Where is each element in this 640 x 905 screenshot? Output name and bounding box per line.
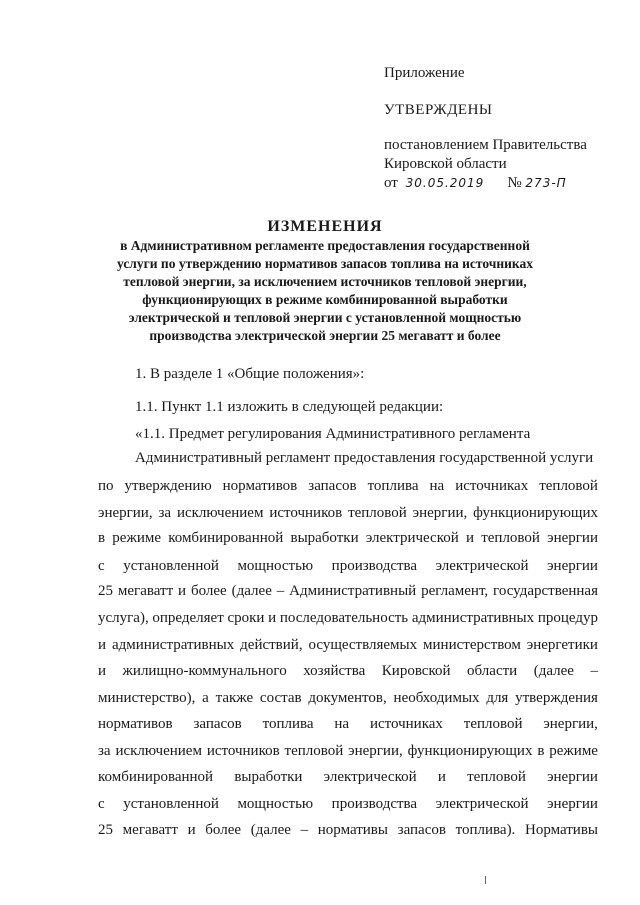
word: запасов xyxy=(308,478,357,494)
word: необходимых xyxy=(393,690,480,706)
word: энергетики xyxy=(526,637,598,653)
word: топлива xyxy=(262,716,314,732)
word: сроки xyxy=(227,610,265,626)
word: и xyxy=(437,769,446,785)
date-number-line xyxy=(384,174,624,193)
word: Нормативы xyxy=(524,822,598,838)
word: также xyxy=(215,690,254,706)
word: установленной xyxy=(123,796,219,812)
word: источников xyxy=(206,743,280,759)
word: регламент, xyxy=(421,583,489,599)
word: энергии, xyxy=(98,505,153,521)
word: тепловой xyxy=(463,716,523,732)
word: состав xyxy=(259,690,302,706)
word: (далее xyxy=(231,583,272,599)
paragraph-line xyxy=(98,637,598,654)
word: утверждения xyxy=(515,690,598,706)
subtitle-line: тепловой энергии, за исключением источников тепловой энергии, xyxy=(123,274,527,289)
word: министерством xyxy=(423,637,521,653)
word: – xyxy=(276,583,285,599)
word: для xyxy=(486,690,509,706)
word: энергии, xyxy=(348,743,403,759)
word: тепловой xyxy=(467,769,526,785)
word: жилищно-коммунального xyxy=(122,663,287,679)
paragraph-line xyxy=(98,478,598,495)
word: более xyxy=(205,822,242,838)
word: административных xyxy=(111,637,235,653)
word: с xyxy=(98,796,105,812)
item-1-1-heading: «1.1. Предмет регулирования Административного регламента xyxy=(135,426,531,442)
word: и xyxy=(465,530,474,546)
document-title: ИЗМЕНЕНИЯ xyxy=(267,218,383,235)
word: тепловой xyxy=(481,530,540,546)
item-1: 1. В разделе 1 «Общие положения»: xyxy=(135,366,365,382)
word: электрической xyxy=(435,796,529,812)
handwritten-number: 273-П xyxy=(525,176,567,190)
word: Административный xyxy=(289,583,417,599)
subtitle-line: производства электрической энергии 25 мегаватт и более xyxy=(149,328,501,343)
word: комбинированной xyxy=(98,769,214,785)
word: Кировской xyxy=(381,663,451,679)
subtitle-line: электрической и тепловой энергии с установленной мощностью xyxy=(128,310,522,325)
word: выработки xyxy=(234,769,303,785)
word: утверждению xyxy=(124,478,212,494)
word: и xyxy=(187,822,196,838)
paragraph-line xyxy=(98,822,598,839)
paragraph-line xyxy=(98,558,598,575)
scan-mark xyxy=(485,876,486,884)
paragraph-line: Административный регламент предоставления государственной услуги xyxy=(135,450,594,466)
word: топлива xyxy=(367,478,419,494)
word: электрической xyxy=(323,769,417,785)
paragraph-line xyxy=(98,530,598,547)
word: исключением xyxy=(176,505,264,521)
word: – xyxy=(300,822,309,838)
word: производства xyxy=(331,558,418,574)
word: тепловой xyxy=(284,743,344,759)
decree-line-2: Кировской области xyxy=(384,156,507,172)
word: а xyxy=(202,690,209,706)
word: осуществляемых xyxy=(308,637,418,653)
word: процедур xyxy=(537,610,598,626)
word: государственная xyxy=(493,583,598,599)
word: источниках xyxy=(455,478,529,494)
word: услуга), xyxy=(98,610,149,626)
word: нормативов xyxy=(98,716,173,732)
word: функционирующих xyxy=(473,505,598,521)
word: документов, xyxy=(308,690,387,706)
word: (далее xyxy=(250,822,291,838)
word: комбинированной xyxy=(168,530,284,546)
word: 25 xyxy=(98,583,113,599)
word: области xyxy=(467,663,518,679)
word: на xyxy=(429,478,445,494)
word: мегаватт xyxy=(117,583,174,599)
paragraph-line xyxy=(98,769,598,786)
word: в xyxy=(537,743,545,759)
paragraph-line xyxy=(98,743,598,760)
word: мощностью xyxy=(237,558,314,574)
word: определяет xyxy=(152,610,224,626)
word: энергии xyxy=(547,530,598,546)
word: 25 xyxy=(98,822,113,838)
word: последовательность xyxy=(279,610,409,626)
word: энергии xyxy=(547,558,598,574)
word: (далее xyxy=(533,663,574,679)
subtitle-line: функционирующих в режиме комбинированной выработки xyxy=(142,292,508,307)
word: нормативов xyxy=(222,478,298,494)
word: энергии xyxy=(547,796,598,812)
word: министерство), xyxy=(98,690,196,706)
word: тепловой xyxy=(348,505,407,521)
word: топлива). xyxy=(455,822,516,838)
word: административных xyxy=(411,610,535,626)
subtitle-line: услуги по утверждению нормативов запасов топлива на источниках xyxy=(116,256,533,271)
word: функционирующих xyxy=(407,743,533,759)
word: более xyxy=(190,583,227,599)
subtitle-line: в Административном регламенте предоставления государственной xyxy=(120,238,530,253)
appendix-label: Приложение xyxy=(384,65,465,81)
word: по xyxy=(98,478,114,494)
word: режиме xyxy=(549,743,598,759)
word: исключением xyxy=(115,743,202,759)
word: хозяйства xyxy=(303,663,366,679)
word: запасов xyxy=(193,716,242,732)
paragraph-line xyxy=(98,690,598,707)
word: и xyxy=(98,663,107,679)
paragraph-line xyxy=(98,583,598,600)
word: и xyxy=(268,610,277,626)
word: и xyxy=(98,637,107,653)
item-1-1: 1.1. Пункт 1.1 изложить в следующей редакции: xyxy=(135,399,444,415)
word: мощностью xyxy=(237,796,314,812)
date-prefix: от xyxy=(384,175,398,191)
approved-label: УТВЕРЖДЕНЫ xyxy=(384,102,493,118)
changes-title-block xyxy=(98,217,552,345)
word: источниках xyxy=(369,716,443,732)
handwritten-date: 30.05.2019 xyxy=(405,176,485,190)
word: за xyxy=(98,743,111,759)
word: режиме xyxy=(112,530,161,546)
word: с xyxy=(98,558,105,574)
word: энергии, xyxy=(543,716,598,732)
word: нормативы xyxy=(317,822,388,838)
word: за xyxy=(158,505,172,521)
word: энергии, xyxy=(412,505,468,521)
paragraph-line xyxy=(98,716,598,733)
word: действий, xyxy=(240,637,303,653)
approval-block xyxy=(384,64,624,193)
word: запасов xyxy=(397,822,446,838)
number-prefix: № xyxy=(507,175,522,191)
word: в xyxy=(98,530,106,546)
decree-line-1: постановлением Правительства xyxy=(384,137,587,153)
paragraph-line xyxy=(98,610,598,627)
word: мегаватт xyxy=(122,822,178,838)
word: – xyxy=(590,663,598,679)
word: источников xyxy=(269,505,343,521)
paragraph-line xyxy=(98,663,598,680)
word: установленной xyxy=(123,558,219,574)
paragraph-line xyxy=(98,505,598,522)
word: электрической xyxy=(435,558,529,574)
word: и xyxy=(178,583,187,599)
word: выработки xyxy=(290,530,359,546)
word: электрической xyxy=(365,530,459,546)
word: производства xyxy=(331,796,418,812)
word: на xyxy=(334,716,350,732)
word: тепловой xyxy=(539,478,598,494)
word: энергии xyxy=(547,769,598,785)
paragraph-line xyxy=(98,796,598,813)
